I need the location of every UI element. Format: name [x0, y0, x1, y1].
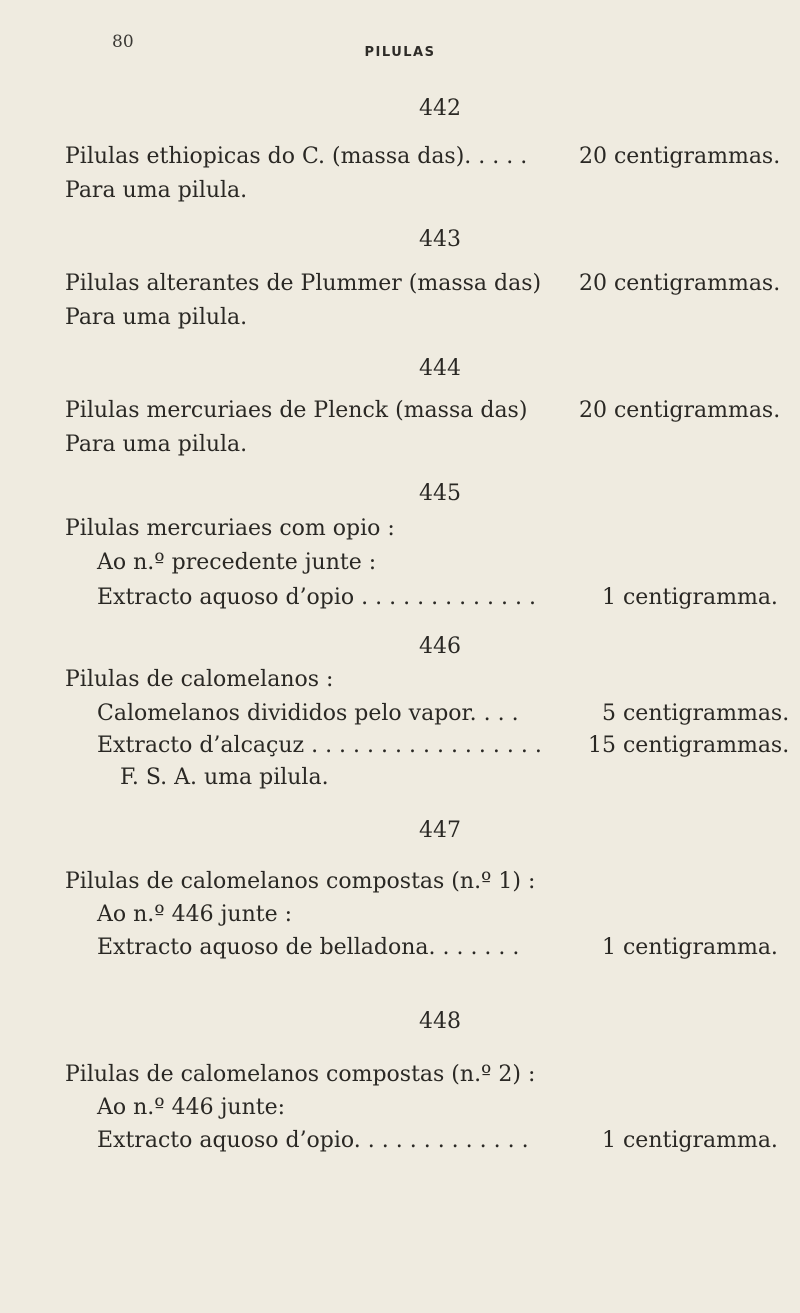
recipe-number-448: 448 — [419, 1009, 461, 1034]
recipe-443-line-2: Para uma pilula. — [65, 305, 248, 330]
recipe-446-line-3: Extracto d’alcaçuz . . . . . . . . . . . . . . . . . — [97, 733, 542, 758]
recipe-447-line-2: Ao n.º 446 junte : — [97, 902, 293, 927]
recipe-number-446: 446 — [419, 634, 461, 659]
recipe-444-quantity: 20 centigrammas. — [579, 398, 781, 423]
recipe-448-line-1: Pilulas de calomelanos compostas (n.º 2) : — [65, 1062, 536, 1087]
recipe-442-quantity: 20 centigrammas. — [579, 144, 781, 169]
recipe-448-line-3: Extracto aquoso d’opio. . . . . . . . . . . . . — [97, 1128, 529, 1153]
recipe-446-line-4: F. S. A. uma pilula. — [120, 765, 329, 790]
page-number: 80 — [112, 32, 134, 52]
recipe-448-quantity: 1 centigramma. — [602, 1128, 778, 1153]
recipe-448-line-2: Ao n.º 446 junte: — [97, 1095, 286, 1120]
recipe-443-quantity: 20 centigrammas. — [579, 271, 781, 296]
recipe-442-line-2: Para uma pilula. — [65, 178, 248, 203]
recipe-number-447: 447 — [419, 818, 461, 843]
recipe-446-line-1: Pilulas de calomelanos : — [65, 667, 334, 692]
recipe-444-line-1: Pilulas mercuriaes de Plenck (massa das) — [65, 398, 528, 423]
recipe-446-line-2: Calomelanos divididos pelo vapor. . . . — [97, 701, 519, 726]
recipe-447-line-1: Pilulas de calomelanos compostas (n.º 1) : — [65, 869, 536, 894]
recipe-446-quantity-1: 5 centigrammas. — [602, 701, 790, 726]
recipe-444-line-2: Para uma pilula. — [65, 432, 248, 457]
recipe-445-quantity: 1 centigramma. — [602, 585, 778, 610]
recipe-442-line-1: Pilulas ethiopicas do C. (massa das). . . . . — [65, 144, 528, 169]
recipe-number-445: 445 — [419, 481, 461, 506]
recipe-447-line-3: Extracto aquoso de belladona. . . . . . . — [97, 935, 520, 960]
recipe-445-line-2: Ao n.º precedente junte : — [97, 550, 377, 575]
running-head: PILULAS — [364, 45, 436, 60]
recipe-446-quantity-2: 15 centigrammas. — [588, 733, 790, 758]
recipe-447-quantity: 1 centigramma. — [602, 935, 778, 960]
recipe-number-444: 444 — [419, 356, 461, 381]
recipe-445-line-1: Pilulas mercuriaes com opio : — [65, 516, 395, 541]
recipe-443-line-1: Pilulas alterantes de Plummer (massa das) — [65, 271, 542, 296]
recipe-number-442: 442 — [419, 96, 461, 121]
recipe-445-line-3: Extracto aquoso d’opio . . . . . . . . . . . . . — [97, 585, 536, 610]
recipe-number-443: 443 — [419, 227, 461, 252]
